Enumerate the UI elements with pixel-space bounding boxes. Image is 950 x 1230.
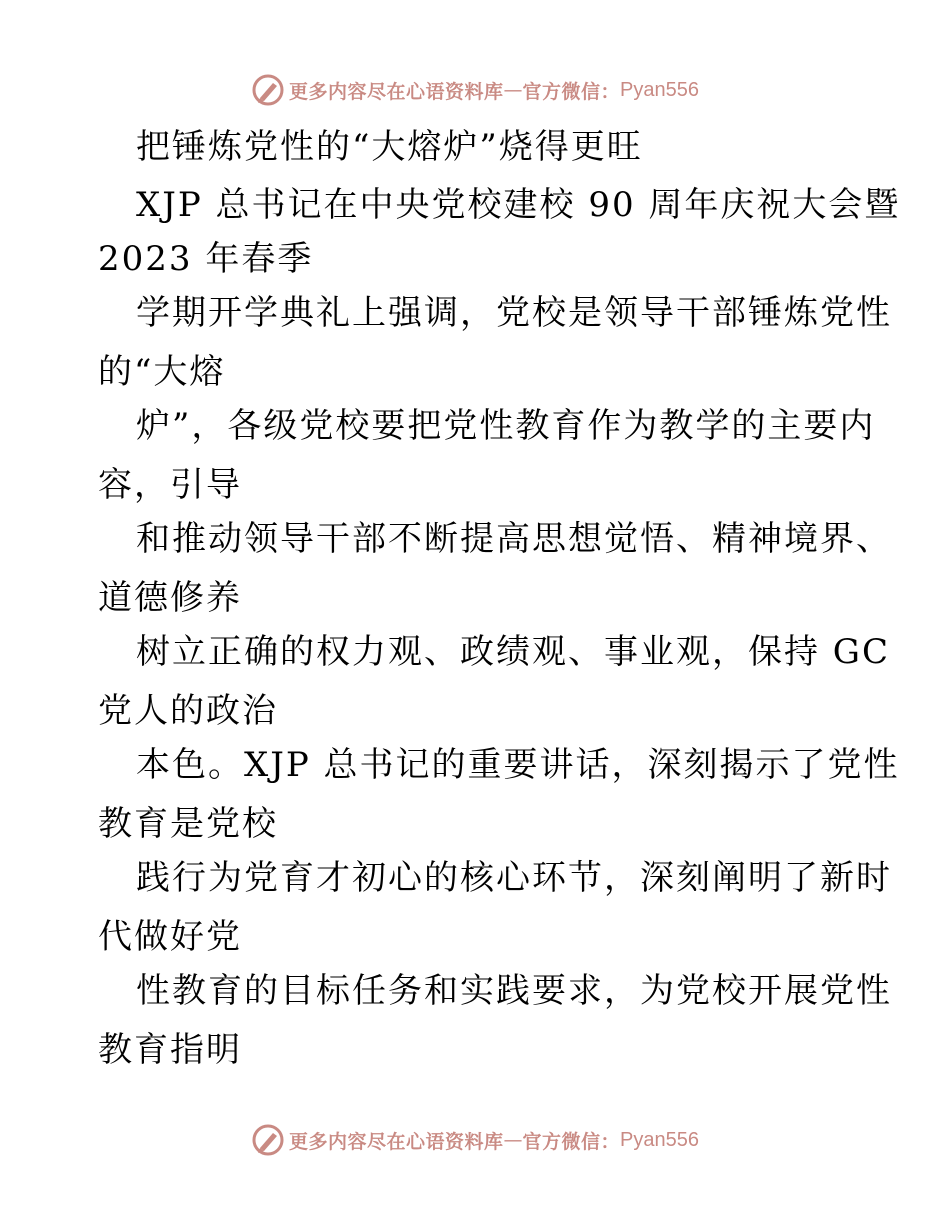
watermark-account: Pyan556 [620,1128,699,1151]
paragraph-line: 践行为党育才初心的核心环节，深刻阐明了新时 [136,858,892,898]
watermark-text: 更多内容尽在心语资料库 [289,80,504,103]
paragraph-line: 教育指明 [98,1030,242,1070]
watermark-separator: — [503,79,523,101]
document-title: 把锤炼党性的“大熔炉”烧得更旺 [136,127,643,167]
paragraph-line: 性教育的目标任务和实践要求，为党校开展党性 [136,971,892,1011]
document-body [98,120,901,1077]
paragraph-line: 容，引导 [98,465,242,505]
paragraph-line: 树立正确的权力观、政绩观、事业观，保持 GC [136,632,890,672]
watermark-account: Pyan556 [620,78,699,101]
footer-watermark [0,1122,950,1158]
paragraph-line: 2023 年春季 [98,239,314,279]
paragraph-line: 党人的政治 [98,691,278,731]
paragraph-line: 炉”，各级党校要把党性教育作为教学的主要内 [136,406,876,446]
paragraph-line: 道德修养 [98,578,242,618]
paragraph-line: 教育是党校 [98,804,278,844]
paragraph-line: 和推动领导干部不断提高思想觉悟、精神境界、 [136,519,892,559]
paragraph-line: XJP 总书记在中央党校建校 90 周年庆祝大会暨 [136,185,901,225]
paragraph-line: 本色。XJP 总书记的重要讲话，深刻揭示了党性 [136,745,900,785]
pen-logo-icon [251,1123,285,1157]
watermark-label: 官方微信： [522,1130,621,1153]
paragraph-line: 的“大熔 [98,352,226,392]
pen-logo-icon [251,73,285,107]
watermark-label: 官方微信： [522,80,621,103]
paragraph-line: 代做好党 [98,917,242,957]
header-watermark [0,72,950,108]
watermark-separator: — [503,1129,523,1151]
paragraph-line: 学期开学典礼上强调，党校是领导干部锤炼党性 [136,293,892,333]
watermark-text: 更多内容尽在心语资料库 [289,1130,504,1153]
